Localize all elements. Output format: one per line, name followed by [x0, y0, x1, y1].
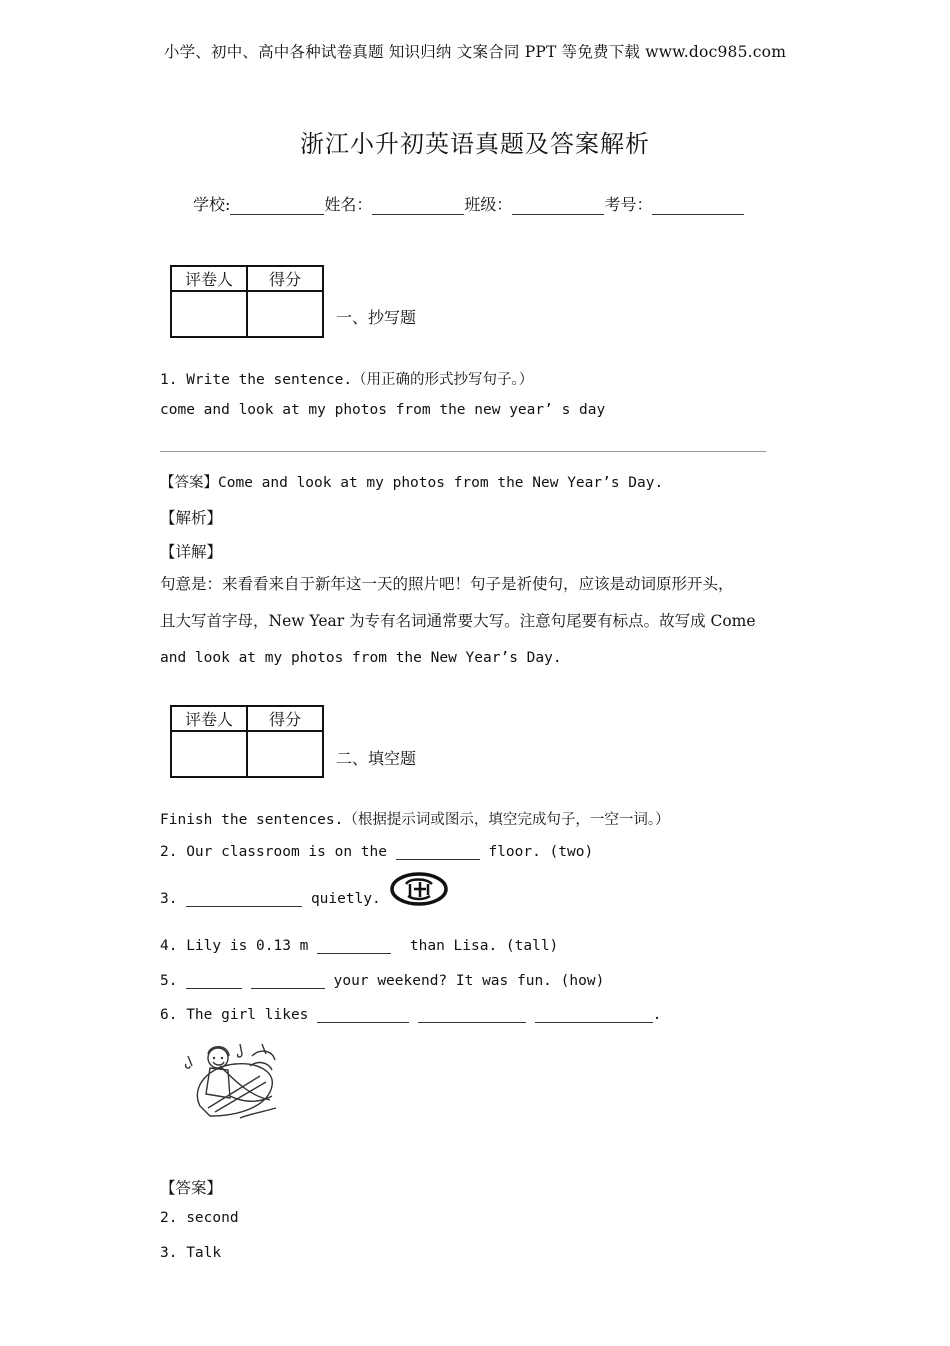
detail-line-1: 句意是：来看看来自于新年这一天的照片吧！句子是祈使句，应该是动词原形开头， [160, 575, 734, 593]
analysis-label: 【解析】 [160, 509, 223, 527]
q2-blank[interactable] [396, 843, 480, 860]
talk-quietly-icon [390, 872, 448, 906]
exam-no-label: 考号： [604, 195, 653, 214]
answer-label: 【答案】 [160, 475, 218, 491]
grader-cell [171, 291, 247, 337]
q6 [160, 1006, 661, 1023]
grader-header: 评卷人 [171, 706, 247, 731]
detail-label: 【详解】 [160, 543, 223, 561]
answer-2: 2. second [160, 1210, 239, 1226]
q4-text: 4. Lily is 0.13 m [160, 938, 309, 954]
q5-blank-2[interactable] [251, 972, 325, 989]
name-label: 姓名： [324, 195, 373, 214]
q1-answer [160, 471, 663, 492]
detail-paragraph [160, 566, 790, 677]
q4 [160, 937, 558, 954]
q6-blank-2[interactable] [418, 1006, 526, 1023]
q3 [160, 890, 381, 907]
q3-blank[interactable] [186, 890, 302, 907]
grader-header: 评卷人 [171, 266, 247, 291]
q1-prompt: come and look at my photos from the new year’ s day [160, 402, 606, 418]
score-table-2 [170, 705, 324, 778]
q5-text: your weekend? It was fun. (how) [333, 973, 605, 989]
detail-line-2: 且大写首字母，New Year 为专有名词通常要大写。注意句尾要有标点。故写成 Come [160, 612, 756, 630]
name-blank[interactable] [372, 196, 464, 215]
q2 [160, 843, 593, 860]
q2-hint: floor. (two) [488, 844, 594, 860]
q3-number: 3. [160, 891, 178, 907]
section2-title: 二、填空题 [336, 749, 417, 768]
class-blank[interactable] [512, 196, 604, 215]
grader-cell [171, 731, 247, 777]
page-title: 浙江小升初英语真题及答案解析 [300, 130, 650, 158]
score-header: 得分 [247, 266, 323, 291]
score-cell [247, 291, 323, 337]
detail-line-3: and look at my photos from the New Year’s Day. [160, 650, 562, 666]
exam-no-blank[interactable] [652, 196, 744, 215]
q6-text: 6. The girl likes [160, 1007, 309, 1023]
q5-blank-1[interactable] [186, 972, 242, 989]
section2-answer-label: 【答案】 [160, 1179, 223, 1197]
q3-text: quietly. [310, 891, 381, 907]
q6-period: . [652, 1007, 662, 1023]
class-label: 班级： [464, 195, 513, 214]
student-info-line [193, 192, 744, 215]
page-header: 小学、初中、高中各种试卷真题 知识归纳 文案合同 PPT 等免费下载 www.doc985.com [163, 43, 787, 61]
q5 [160, 972, 604, 989]
section2-instruction: Finish the sentences.（根据提示词或图示，填空完成句子，一空一词。） [160, 812, 670, 828]
q1-instruction: 1. Write the sentence.（用正确的形式抄写句子。） [160, 372, 534, 388]
q2-text: 2. Our classroom is on the [160, 844, 387, 860]
score-cell [247, 731, 323, 777]
q5-number: 5. [160, 973, 178, 989]
q4-hint: than Lisa. (tall) [409, 938, 559, 954]
score-header: 得分 [247, 706, 323, 731]
q4-blank[interactable] [317, 937, 391, 954]
q1-writing-line[interactable] [160, 451, 766, 452]
school-blank[interactable] [230, 196, 324, 215]
score-table-1 [170, 265, 324, 338]
answer-3: 3. Talk [160, 1245, 222, 1261]
q6-blank-3[interactable] [535, 1006, 653, 1023]
answer-text: Come and look at my photos from the New Year’s Day. [218, 475, 664, 491]
school-label: 学校: [193, 195, 231, 214]
q6-blank-1[interactable] [317, 1006, 409, 1023]
girl-playing-harp-icon [180, 1036, 284, 1124]
section1-title: 一、抄写题 [336, 308, 417, 327]
